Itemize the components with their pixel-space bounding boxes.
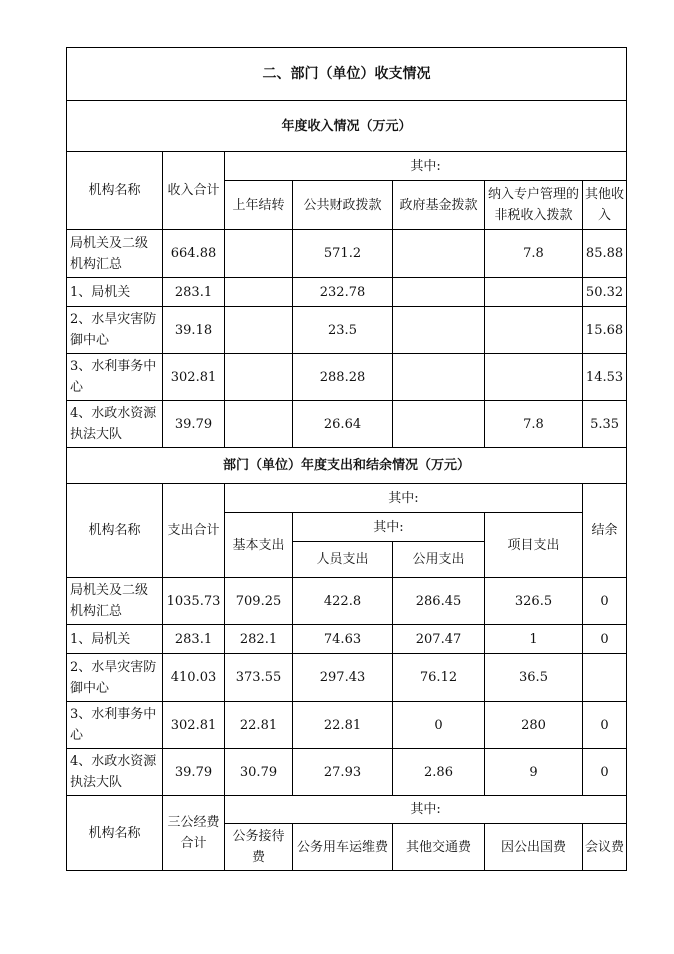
income-row	[67, 401, 627, 448]
expense-row-name: 3、水利事务中心	[67, 702, 163, 749]
income-row-name: 3、水利事务中心	[67, 354, 163, 401]
income-row-nontax	[485, 354, 583, 401]
expense-row-name: 2、水旱灾害防御中心	[67, 654, 163, 702]
expense-row-basic: 22.81	[225, 702, 293, 749]
income-row-public-finance: 288.28	[293, 354, 393, 401]
expense-row-balance: 0	[583, 749, 627, 796]
income-row-total: 39.79	[163, 401, 225, 448]
income-row-nontax	[485, 307, 583, 354]
expense-header-name: 机构名称	[67, 484, 163, 578]
expense-row-total: 302.81	[163, 702, 225, 749]
income-header-public-finance: 公共财政拨款	[293, 181, 393, 230]
income-row-other: 14.53	[583, 354, 627, 401]
income-row-name: 1、局机关	[67, 278, 163, 307]
expense-header-total: 支出合计	[163, 484, 225, 578]
income-header-of: 其中:	[225, 152, 627, 181]
expense-row-project: 326.5	[485, 578, 583, 625]
income-row-total: 664.88	[163, 230, 225, 278]
expense-row-personnel: 27.93	[293, 749, 393, 796]
income-row-other: 85.88	[583, 230, 627, 278]
income-row	[67, 278, 627, 307]
expense-row-total: 39.79	[163, 749, 225, 796]
income-row-nontax: 7.8	[485, 230, 583, 278]
income-row-other: 15.68	[583, 307, 627, 354]
income-row-carryover	[225, 278, 293, 307]
income-row-total: 39.18	[163, 307, 225, 354]
income-row-public-finance: 571.2	[293, 230, 393, 278]
income-row-gov-fund	[393, 354, 485, 401]
income-row-gov-fund	[393, 278, 485, 307]
three-header-name: 机构名称	[67, 796, 163, 871]
three-header-meeting: 会议费	[583, 824, 627, 871]
expense-row	[67, 654, 627, 702]
expense-row-name: 局机关及二级机构汇总	[67, 578, 163, 625]
expense-row-personnel: 74.63	[293, 625, 393, 654]
income-row-gov-fund	[393, 307, 485, 354]
income-header-gov-fund: 政府基金拨款	[393, 181, 485, 230]
income-row-name: 2、水旱灾害防御中心	[67, 307, 163, 354]
expense-header-of: 其中:	[225, 484, 583, 513]
income-header-nontax: 纳入专户管理的非税收入拨款	[485, 181, 583, 230]
income-section-title: 年度收入情况（万元）	[67, 101, 627, 152]
income-row-name: 4、水政水资源执法大队	[67, 401, 163, 448]
income-row-nontax: 7.8	[485, 401, 583, 448]
expense-row	[67, 749, 627, 796]
expense-row-name: 4、水政水资源执法大队	[67, 749, 163, 796]
income-row-gov-fund	[393, 401, 485, 448]
expense-row-total: 283.1	[163, 625, 225, 654]
income-row-nontax	[485, 278, 583, 307]
income-header-name: 机构名称	[67, 152, 163, 230]
expense-row-public: 0	[393, 702, 485, 749]
income-row-public-finance: 23.5	[293, 307, 393, 354]
income-row-total: 302.81	[163, 354, 225, 401]
expense-row-public: 2.86	[393, 749, 485, 796]
expense-header-project: 项目支出	[485, 513, 583, 578]
expense-row	[67, 578, 627, 625]
income-row-other: 50.32	[583, 278, 627, 307]
income-row-carryover	[225, 230, 293, 278]
expense-row-balance: 0	[583, 625, 627, 654]
expense-row-basic: 282.1	[225, 625, 293, 654]
income-row-other: 5.35	[583, 401, 627, 448]
expense-section-title: 部门（单位）年度支出和结余情况（万元）	[67, 448, 627, 484]
expense-row-personnel: 422.8	[293, 578, 393, 625]
expense-row	[67, 702, 627, 749]
income-header-total: 收入合计	[163, 152, 225, 230]
expense-row-balance	[583, 654, 627, 702]
three-header-total: 三公经费合计	[163, 796, 225, 871]
income-row	[67, 230, 627, 278]
expense-header-balance: 结余	[583, 484, 627, 578]
three-header-vehicle: 公务用车运维费	[293, 824, 393, 871]
expense-header-of-basic: 其中:	[293, 513, 485, 542]
expense-row-personnel: 22.81	[293, 702, 393, 749]
income-row-public-finance: 232.78	[293, 278, 393, 307]
income-row-gov-fund	[393, 230, 485, 278]
three-header-reception: 公务接待费	[225, 824, 293, 871]
expense-header-personnel: 人员支出	[293, 542, 393, 578]
three-header-of: 其中:	[225, 796, 627, 824]
expense-row-balance: 0	[583, 578, 627, 625]
income-row	[67, 307, 627, 354]
three-header-other-transport: 其他交通费	[393, 824, 485, 871]
income-row-name: 局机关及二级机构汇总	[67, 230, 163, 278]
expense-row-public: 207.47	[393, 625, 485, 654]
income-row-carryover	[225, 354, 293, 401]
three-header-abroad: 因公出国费	[485, 824, 583, 871]
expense-row-total: 410.03	[163, 654, 225, 702]
expense-row-total: 1035.73	[163, 578, 225, 625]
expense-row	[67, 625, 627, 654]
income-row-public-finance: 26.64	[293, 401, 393, 448]
expense-row-project: 1	[485, 625, 583, 654]
expense-row-basic: 709.25	[225, 578, 293, 625]
expense-header-public: 公用支出	[393, 542, 485, 578]
expense-row-public: 76.12	[393, 654, 485, 702]
expense-row-name: 1、局机关	[67, 625, 163, 654]
expense-row-balance: 0	[583, 702, 627, 749]
expense-row-project: 9	[485, 749, 583, 796]
expense-header-basic: 基本支出	[225, 513, 293, 578]
income-row	[67, 354, 627, 401]
income-row-total: 283.1	[163, 278, 225, 307]
expense-row-project: 36.5	[485, 654, 583, 702]
expense-row-basic: 373.55	[225, 654, 293, 702]
income-row-carryover	[225, 401, 293, 448]
income-header-carryover: 上年结转	[225, 181, 293, 230]
income-row-carryover	[225, 307, 293, 354]
expense-row-personnel: 297.43	[293, 654, 393, 702]
expense-row-basic: 30.79	[225, 749, 293, 796]
income-header-other: 其他收入	[583, 181, 627, 230]
expense-row-public: 286.45	[393, 578, 485, 625]
page-title: 二、部门（单位）收支情况	[67, 48, 627, 101]
finance-table	[66, 47, 627, 871]
expense-row-project: 280	[485, 702, 583, 749]
